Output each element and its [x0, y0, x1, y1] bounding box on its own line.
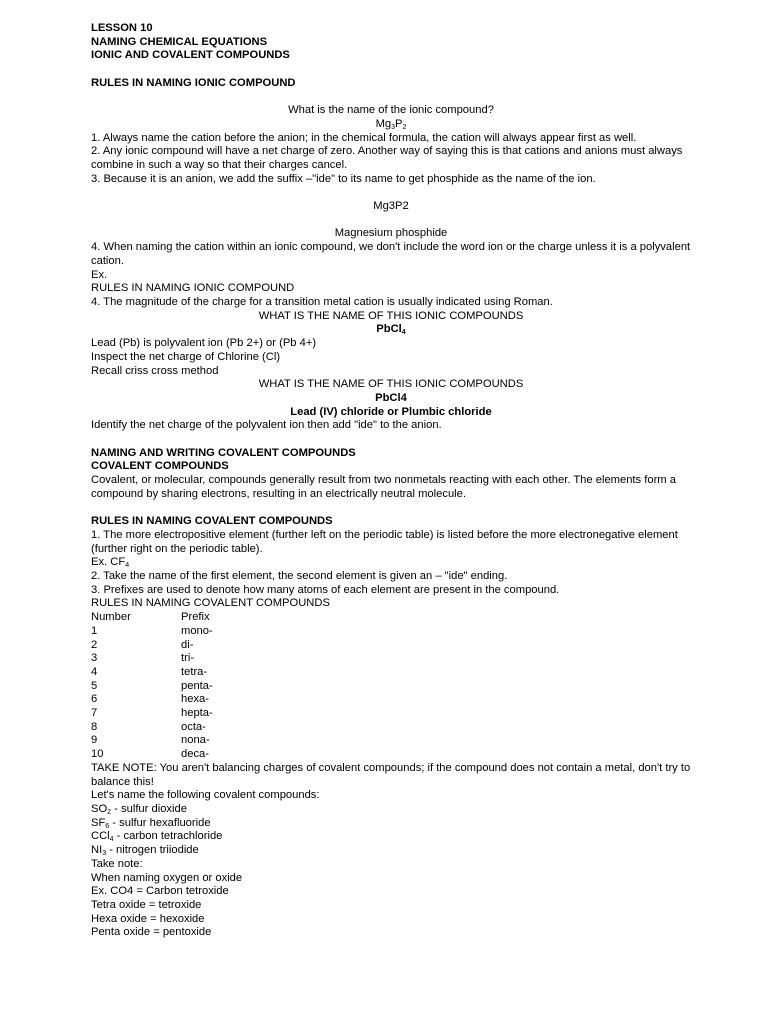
formula-mg3p2-subscripted: $Mg_3P_2$	[375, 117, 407, 131]
ionic-question-caps-2: WHAT IS THE NAME OF THIS IONIC COMPOUNDS	[258, 378, 524, 391]
table-row: 6 hexa-	[91, 693, 209, 706]
formula-pbcl4-subscripted: PbCl$_4$	[376, 323, 406, 337]
table-row: 1 mono-	[91, 624, 213, 637]
list-item: Penta oxide = pentoxide	[91, 926, 212, 939]
list-item: Hexa oxide = hexoxide	[91, 912, 205, 925]
document-page	[91, 22, 691, 940]
ionic-question: What is the name of the ionic compound?	[288, 104, 494, 117]
ionic-rule-2: 2. Any ionic compound will have a net charge of zero. Another way of saying this is that cations and anions must always combine in such a way so that their charges cancel.	[91, 145, 683, 171]
list-item: $NI_3$ - nitrogen triiodide	[91, 844, 199, 858]
ionic-rule-4: 4. When naming the cation within an ionic compound, we don't include the word ion or the charge unless it is a polyvalent cation.	[91, 241, 691, 267]
header-number: Number	[91, 611, 131, 624]
ionic-rules-heading: RULES IN NAMING IONIC COMPOUND	[91, 76, 296, 89]
covalent-rule-3: 3. Prefixes are used to denote how many atoms of each element are present in the compound.	[91, 583, 560, 596]
ionic-rules-heading-2: RULES IN NAMING IONIC COMPOUND	[91, 282, 295, 295]
header-prefix: Prefix	[181, 611, 210, 624]
covalent-rule-1: 1. The more electropositive element (further left on the periodic table) is listed before the more electronegative element (further right on the periodic table).	[91, 528, 678, 555]
table-row: 7 hepta-	[91, 707, 213, 720]
covalent-intro: Covalent, or molecular, compounds generally result from two nonmetals reacting with each other. The elements form a compound by sharing electrons, resulting in an electrically neutral molecule.	[91, 474, 676, 500]
note-recall: Recall criss cross method	[91, 364, 219, 377]
oxygen-note: When naming oxygen or oxide	[91, 871, 243, 884]
lesson-number: LESSON 10	[91, 22, 153, 34]
table-row: 3 tri-	[91, 652, 195, 665]
list-item: CCl$_4$ - carbon tetrachloride	[91, 830, 223, 844]
list-item: Tetra oxide = tetroxide	[91, 898, 202, 911]
list-item: $SO_2$ - sulfur dioxide	[91, 802, 187, 816]
covalent-rules-heading-2: RULES IN NAMING COVALENT COMPOUNDS	[91, 597, 330, 610]
table-row: 5 penta-	[91, 679, 213, 692]
table-row: 9 nona-	[91, 734, 210, 747]
covalent-subheading: COVALENT COMPOUNDS	[91, 460, 229, 473]
formula-pbcl4-plain: PbCl4	[375, 391, 407, 404]
list-item: $SF_6$ - sulfur hexafluoride	[91, 816, 211, 830]
take-note: TAKE NOTE: You aren't balancing charges of covalent compounds; if the compound does not contain a metal, don't try to balance this!	[91, 761, 691, 788]
table-row: 4 tetra-	[91, 665, 208, 678]
example-co4: Ex. CO4 = Carbon tetroxide	[91, 885, 229, 898]
example-label: Ex.	[91, 268, 108, 281]
table-row: 10 deca-	[91, 748, 209, 761]
identify-note: Identify the net charge of the polyvalent ion then add "ide" to the anion.	[91, 419, 442, 432]
note-lead: Lead (Pb) is polyvalent ion (Pb 2+) or (Pb 4+)	[91, 337, 317, 350]
lets-name-heading: Let's name the following covalent compounds:	[91, 789, 320, 802]
lesson-subtitle: IONIC AND COVALENT COMPOUNDS	[91, 49, 290, 62]
covalent-rules-heading: RULES IN NAMING COVALENT COMPOUNDS	[91, 515, 333, 528]
pbcl4-answer: Lead (IV) chloride or Plumbic chloride	[290, 405, 492, 418]
table-row: 2 di-	[91, 638, 194, 651]
lesson-title: NAMING CHEMICAL EQUATIONS	[91, 35, 268, 48]
covalent-heading: NAMING AND WRITING COVALENT COMPOUNDS	[91, 446, 356, 459]
example-cf4: Ex. $CF_4$	[91, 556, 130, 570]
prefix-table-header	[91, 611, 691, 625]
covalent-rule-2: 2. Take the name of the first element, the second element is given an – "ide" ending.	[91, 570, 508, 583]
ionic-rule-4b: 4. The magnitude of the charge for a transition metal cation is usually indicated using Roman.	[91, 296, 553, 308]
ionic-rule-3: 3. Because it is an anion, we add the suffix –"ide" to its name to get phosphide as the name of the ion.	[91, 172, 596, 185]
ionic-question-caps: WHAT IS THE NAME OF THIS IONIC COMPOUNDS	[258, 309, 524, 322]
note-inspect: Inspect the net charge of Chlorine (Cl)	[91, 350, 281, 363]
prefix-table	[91, 611, 691, 762]
formula-mg3p2-plain: Mg3P2	[373, 200, 409, 213]
compound-name: Magnesium phosphide	[334, 227, 448, 240]
take-note-2: Take note:	[91, 857, 143, 870]
ionic-rule-1: 1. Always name the cation before the anion; in the chemical formula, the cation will always appear first as well.	[91, 131, 637, 144]
table-row: 8 octa-	[91, 720, 206, 733]
